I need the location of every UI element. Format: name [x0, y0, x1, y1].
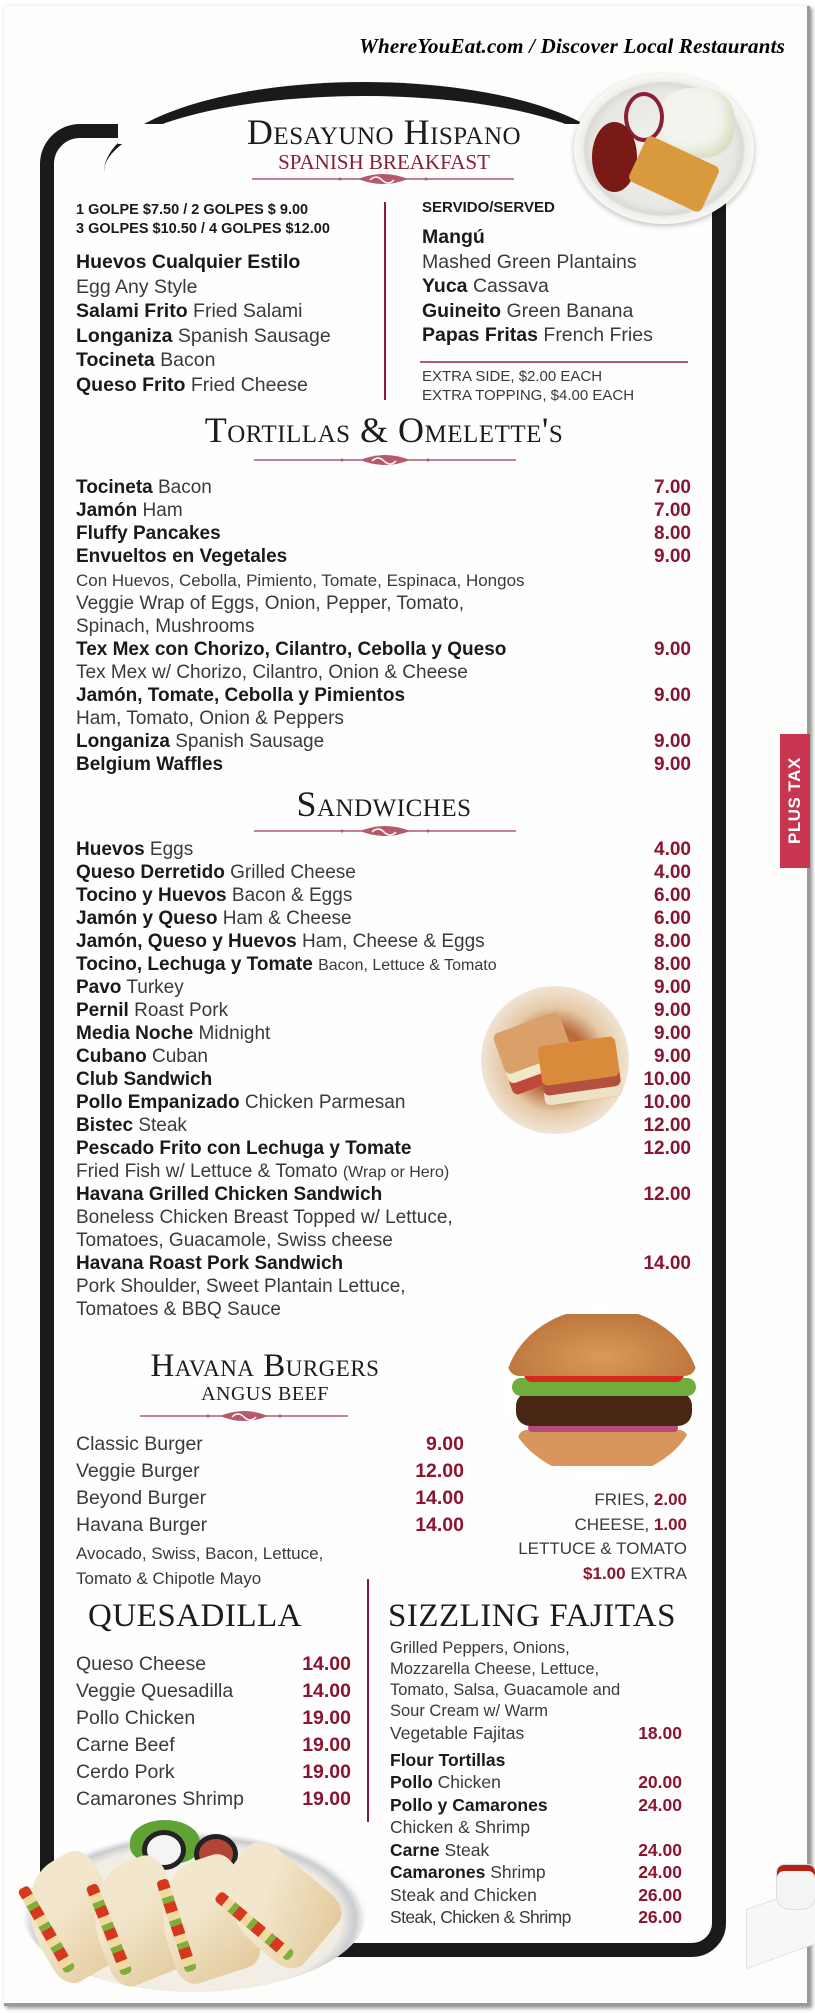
menu-item: Veggie Burger 12.00 — [76, 1460, 464, 1482]
breakfast-title: Desayuno Hispano — [246, 112, 522, 152]
menu-item: Tocineta Bacon 7.00 — [76, 477, 691, 498]
menu-item: Belgium Waffles 9.00 — [76, 754, 691, 775]
extras-divider — [420, 361, 688, 363]
menu-item: Pollo Chicken 20.00 — [390, 1772, 682, 1792]
menu-item: Huevos Eggs 4.00 — [76, 839, 691, 860]
extra-topping-note: EXTRA TOPPING, $4.00 EACH — [422, 387, 635, 404]
menu-item: Longaniza Spanish Sausage 9.00 — [76, 731, 691, 752]
item-description: Chicken & Shrimp — [390, 1817, 531, 1837]
side-item: Mangú — [422, 226, 485, 248]
menu-item: Havana Grilled Chicken Sandwich 12.00 — [76, 1184, 691, 1205]
menu-item: Pavo Turkey 9.00 — [76, 977, 691, 998]
menu-item: Jamón, Queso y Huevos Ham, Cheese & Eggs 8.00 — [76, 931, 691, 952]
quesadilla-title: QUESADILLA — [88, 1598, 302, 1634]
breakfast-subtitle: SPANISH BREAKFAST — [278, 150, 490, 174]
breakfast-item: Egg Any Style — [76, 275, 198, 298]
menu-item: Beyond Burger 14.00 — [76, 1487, 464, 1509]
menu-item: Jamón Ham 7.00 — [76, 500, 691, 521]
breakfast-column-divider — [384, 202, 386, 400]
menu-item: Pollo Chicken 19.00 — [76, 1707, 351, 1729]
burger-extras — [474, 1488, 687, 1586]
sandwiches-title: Sandwiches — [296, 784, 472, 824]
quesadilla-list — [76, 1651, 351, 1813]
menu-item: Vegetable Fajitas 18.00 — [390, 1723, 682, 1743]
item-description: Ham, Tomato, Onion & Peppers — [76, 708, 344, 729]
fajitas-description — [390, 1638, 620, 1722]
menu-item: Cerdo Pork 19.00 — [76, 1761, 351, 1783]
menu-item: Media Noche Midnight 9.00 — [76, 1023, 691, 1044]
menu-item: Carne Beef 19.00 — [76, 1734, 351, 1756]
extra-cheese: CHEESE, 1.00 — [574, 1514, 687, 1534]
menu-item: Club Sandwich 10.00 — [76, 1069, 691, 1090]
breakfast-plate-image — [574, 74, 754, 224]
breakfast-item: Huevos Cualquier Estilo — [76, 251, 301, 273]
breakfast-items — [76, 250, 331, 397]
ornament-divider-icon — [254, 824, 516, 838]
menu-page — [4, 6, 810, 2006]
fajitas-list — [390, 1722, 682, 1929]
item-description: Boneless Chicken Breast Topped w/ Lettuce, — [76, 1207, 453, 1228]
menu-item: Bistec Steak 12.00 — [76, 1115, 691, 1136]
menu-item: Queso Derretido Grilled Cheese 4.00 — [76, 862, 691, 883]
extra-lettuce-tomato: LETTUCE & TOMATO — [518, 1539, 687, 1558]
burgers-title: Havana Burgers — [150, 1348, 380, 1384]
breakfast-item: Tocineta Bacon — [76, 349, 216, 371]
menu-item: Pollo Empanizado Chicken Parmesan 10.00 — [76, 1092, 691, 1113]
menu-item: Tex Mex con Chorizo, Cilantro, Cebolla y Queso 9.00 — [76, 639, 691, 660]
site-watermark: WhereYouEat.com / Discover Local Restaurants — [359, 34, 785, 58]
menu-item: Jamón, Tomate, Cebolla y Pimientos 9.00 — [76, 685, 691, 706]
golpes-line-1: 1 GOLPE $7.50 / 2 GOLPES $ 9.00 — [76, 202, 309, 218]
extra-lettuce-tomato-price: $1.00 EXTRA — [583, 1563, 687, 1583]
menu-item: Pernil Roast Pork 9.00 — [76, 1000, 691, 1021]
item-description: Con Huevos, Cebolla, Pimiento, Tomate, Espinaca, Hongos — [76, 571, 525, 590]
extra-side-note: EXTRA SIDE, $2.00 EACH — [422, 368, 603, 385]
menu-item: Tocino y Huevos Bacon & Eggs 6.00 — [76, 885, 691, 906]
menu-item: Havana Roast Pork Sandwich 14.00 — [76, 1253, 691, 1274]
ornament-divider-icon — [252, 172, 514, 186]
description-line: Sour Cream w/ Warm — [390, 1702, 548, 1720]
plus-tax-tab: PLUS TAX — [780, 734, 810, 868]
item-description: Veggie Wrap of Eggs, Onion, Pepper, Tomato, — [76, 593, 464, 614]
burger-image — [504, 1308, 700, 1478]
havana-burger-description — [76, 1541, 323, 1591]
description-line: Tomato & Chipotle Mayo — [76, 1569, 262, 1588]
tortillas-title: Tortillas & Omelette's — [204, 410, 564, 450]
flour-tortillas-label: Flour Tortillas — [390, 1749, 506, 1770]
side-item: Yuca Cassava — [422, 275, 549, 297]
menu-item: Camarones Shrimp 24.00 — [390, 1862, 682, 1882]
breakfast-item: Queso Frito Fried Cheese — [76, 373, 308, 396]
menu-item: Pollo y Camarones 24.00 — [390, 1794, 682, 1815]
breakfast-extras — [422, 367, 634, 405]
item-description: Spinach, Mushrooms — [76, 616, 255, 637]
menu-item: Steak and Chicken 26.00 — [390, 1884, 682, 1905]
breakfast-item: Longaniza Spanish Sausage — [76, 324, 331, 347]
side-item: Guineito Green Banana — [422, 299, 634, 322]
golpes-line-2: 3 GOLPES $10.50 / 4 GOLPES $12.00 — [76, 221, 330, 237]
menu-item: Pescado Frito con Lechuga y Tomate 12.00 — [76, 1138, 691, 1159]
served-label: SERVIDO/SERVED — [422, 199, 555, 216]
menu-item: Jamón y Queso Ham & Cheese 6.00 — [76, 908, 691, 929]
menu-item: Carne Steak 24.00 — [390, 1839, 682, 1860]
item-description: Fried Fish w/ Lettuce & Tomato (Wrap or Hero) — [76, 1161, 450, 1182]
extra-fries: FRIES, 2.00 — [594, 1490, 687, 1509]
breakfast-sides — [422, 225, 653, 348]
menu-item: Camarones Shrimp 19.00 — [76, 1788, 351, 1810]
description-line: Avocado, Swiss, Bacon, Lettuce, — [76, 1544, 324, 1563]
burgers-list — [76, 1431, 464, 1539]
fajitas-title: SIZZLING FAJITAS — [388, 1598, 676, 1634]
item-description: Pork Shoulder, Sweet Plantain Lettuce, — [76, 1276, 406, 1297]
quesadilla-plate-image — [22, 1832, 367, 1992]
menu-item: Tocino, Lechuga y Tomate Bacon, Lettuce & Tomato 8.00 — [76, 954, 691, 975]
item-description: Tomatoes, Guacamole, Swiss cheese — [76, 1230, 393, 1251]
description-line: Tomato, Salsa, Guacamole and — [390, 1681, 621, 1699]
menu-item: Cubano Cuban 9.00 — [76, 1046, 691, 1067]
ornament-divider-icon — [140, 1409, 348, 1423]
breakfast-item: Salami Frito Fried Salami — [76, 300, 303, 322]
menu-item: Queso Cheese 14.00 — [76, 1653, 351, 1675]
item-description: Tomatoes & BBQ Sauce — [76, 1299, 281, 1320]
description-line: Mozzarella Cheese, Lettuce, — [390, 1660, 600, 1678]
menu-item: Steak, Chicken & Shrimp 26.00 — [390, 1907, 682, 1927]
menu-item: Veggie Quesadilla 14.00 — [76, 1680, 351, 1702]
menu-item: Havana Burger 14.00 — [76, 1514, 464, 1536]
side-item: Papas Fritas French Fries — [422, 324, 653, 346]
burgers-subtitle: ANGUS BEEF — [201, 1383, 329, 1405]
menu-item: Classic Burger 9.00 — [76, 1433, 464, 1455]
golpes-pricing — [76, 201, 330, 239]
side-item: Mashed Green Plantains — [422, 250, 637, 273]
menu-item: Fluffy Pancakes 8.00 — [76, 523, 691, 544]
quesadilla-fajitas-divider — [367, 1579, 369, 1822]
menu-item: Envueltos en Vegetales 9.00 — [76, 546, 691, 567]
description-line: Grilled Peppers, Onions, — [390, 1639, 570, 1657]
ornament-divider-icon — [254, 453, 516, 467]
item-description: Tex Mex w/ Chorizo, Cilantro, Onion & Cheese — [76, 662, 468, 683]
ketchup-cup-image — [776, 1864, 815, 1910]
